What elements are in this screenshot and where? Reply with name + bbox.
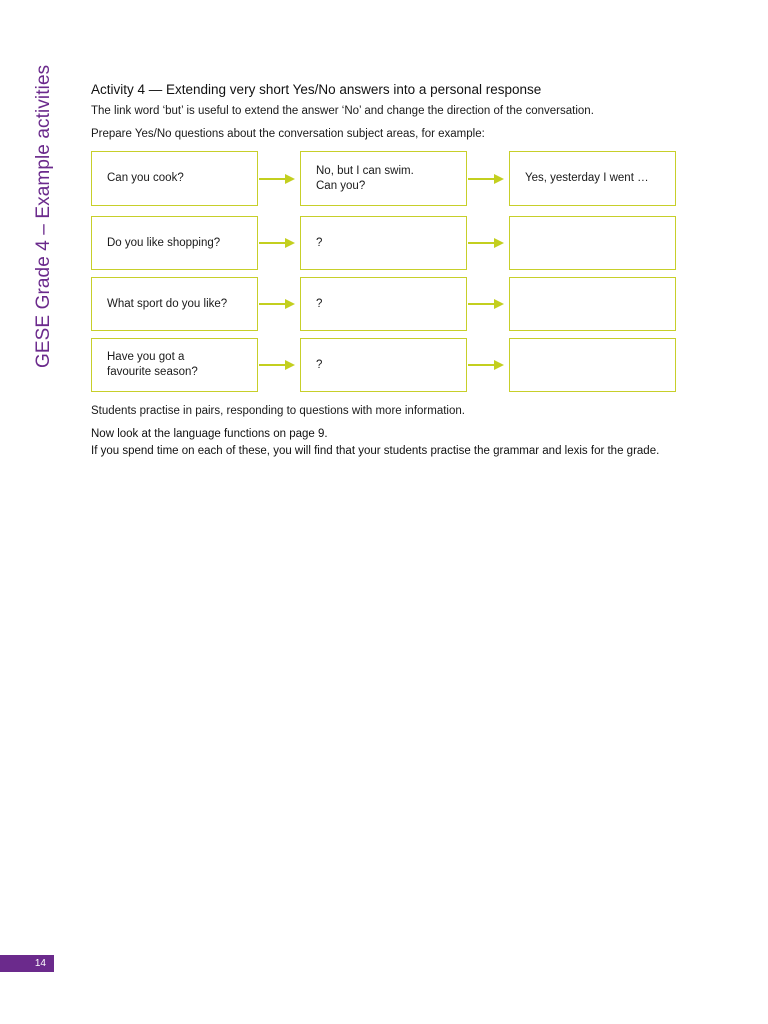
response-box <box>509 151 676 206</box>
answer-text: ? <box>316 358 323 371</box>
page-number-tab <box>0 955 54 972</box>
answer-text: ? <box>316 236 323 249</box>
answer-text-line-2: Can you? <box>316 179 366 192</box>
conversation-grid <box>91 151 681 391</box>
arrow-right-icon <box>468 298 504 310</box>
activity-intro <box>91 82 691 150</box>
answer-box <box>300 338 467 392</box>
question-text: What sport do you like? <box>107 297 228 310</box>
answer-text: ? <box>316 297 323 310</box>
answer-box <box>300 216 467 270</box>
spend-paragraph: If you spend time on each of these, you will find that your students practise the grammar and lexis for the grade. <box>91 445 660 457</box>
arrow-right-icon <box>259 298 295 310</box>
question-text-line-1: Have you got a <box>107 351 185 363</box>
arrow-right-icon <box>468 359 504 371</box>
response-box <box>509 277 676 331</box>
answer-text-line-1: No, but I can swim. <box>316 164 414 177</box>
response-box <box>509 338 676 392</box>
arrow-right-icon <box>259 173 295 185</box>
arrow-right-icon <box>259 237 295 249</box>
page-number: 14 <box>34 958 46 969</box>
arrow-right-icon <box>468 173 504 185</box>
question-text: Do you like shopping? <box>107 236 221 249</box>
practice-paragraph: Students practise in pairs, responding to questions with more information. <box>91 405 465 417</box>
question-text: Can you cook? <box>107 172 184 184</box>
question-box <box>91 277 258 331</box>
arrow-right-icon <box>259 359 295 371</box>
question-text-line-2: favourite season? <box>107 366 198 378</box>
section-side-title: GESE Grade 4 – Example activities <box>33 64 54 368</box>
arrow-right-icon <box>468 237 504 249</box>
question-box <box>91 216 258 270</box>
response-text: Yes, yesterday I went … <box>525 172 649 184</box>
activity-heading: Activity 4 — Extending very short Yes/No answers into a personal response <box>91 82 542 97</box>
answer-box <box>300 277 467 331</box>
question-box <box>91 151 258 206</box>
intro-paragraph-1: The link word ‘but’ is useful to extend the answer ‘No’ and change the direction of the conversation. <box>91 105 594 117</box>
intro-paragraph-2: Prepare Yes/No questions about the conversation subject areas, for example: <box>91 128 485 140</box>
follow-up-text <box>91 404 691 461</box>
answer-box <box>300 151 467 206</box>
look-paragraph: Now look at the language functions on page 9. <box>91 428 328 440</box>
question-box <box>91 338 258 392</box>
response-box <box>509 216 676 270</box>
